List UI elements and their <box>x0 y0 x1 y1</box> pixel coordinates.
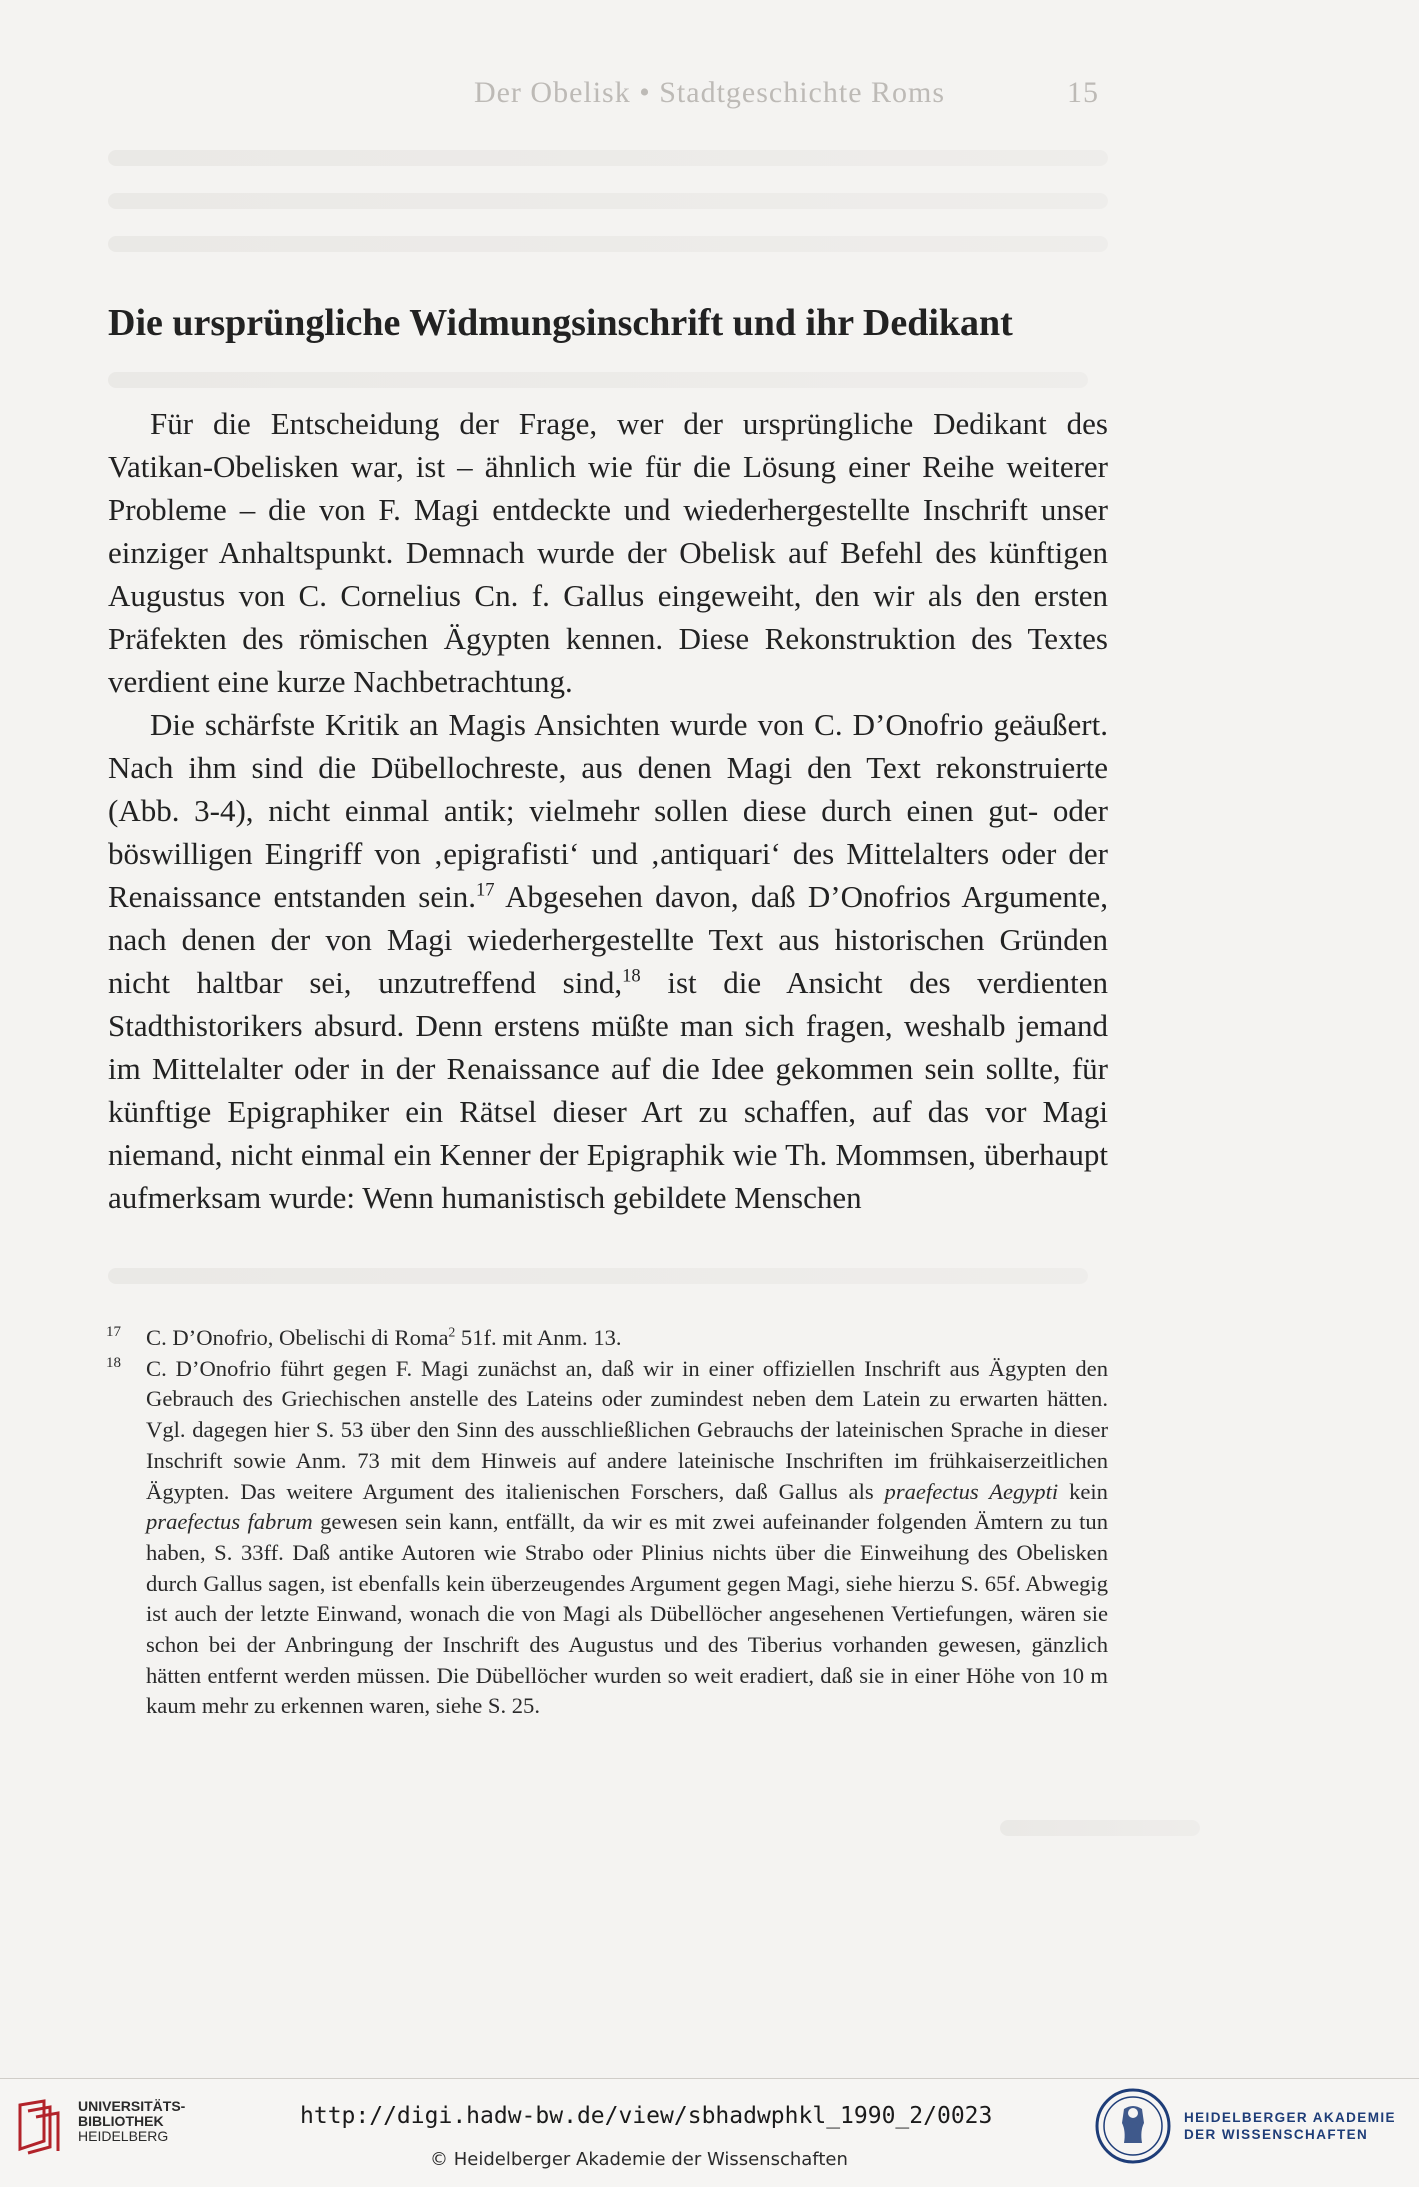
footnote-text: 51f. mit Anm. 13. <box>455 1325 622 1350</box>
academy-seal-icon[interactable] <box>1094 2087 1172 2165</box>
footnote-text: C. D’Onofrio, Obelischi di Roma <box>146 1325 449 1350</box>
university-library-logo-icon[interactable] <box>14 2097 64 2157</box>
footnote-text: gewesen sein kann, entfällt, da wir es mit zwei aufeinander folgenden Ämtern zu tun haben, S. 33ff. Daß antike Autoren wie Strabo oder Plinius nichts über die Einweihung des Obelisken durch Gallus sagen, ist ebenfalls kein überzeugendes Argument gegen Magi, siehe hierzu S. 65f. Abwegig ist auch der letzte Einwand, wonach die von Magi als Dübellöcher angesehenen Vertiefungen, wären sie schon bei der Anbringung der Inschrift des Augustus und des Tiberius vorhanden gewesen, gänzlich hätten entfernt werden müssen. Die Dübellöcher wurden so weit eradiert, daß sie in einer Höhe von 10 m kaum mehr zu erkennen waren, siehe S. 25. <box>146 1509 1109 1719</box>
footnote-italic: praefectus fabrum <box>146 1509 313 1535</box>
footnote <box>108 1323 1108 1354</box>
running-title-ghost: Der Obelisk • Stadtgeschichte Roms <box>473 76 946 109</box>
bleed-through-line <box>1000 1820 1200 1836</box>
paragraph <box>108 703 1108 1219</box>
copyright-notice: © Heidelberger Akademie der Wissenschaften <box>430 2149 848 2170</box>
library-line: UNIVERSITÄTS- <box>78 2098 186 2114</box>
academy-line: DER WISSENSCHAFTEN <box>1184 2127 1369 2142</box>
footnote-number: 17 <box>106 1324 121 1340</box>
paragraph-text: Für die Entscheidung der Frage, wer der ursprüngliche Dedikant des Vatikan-Obelisken war, ist – ähnlich wie für die Lösung einer Reihe weiterer Probleme – die von F. Magi entdeckte und wiederhergestellte Inschrift unser einziger Anhaltspunkt. Demnach wurde der Obelisk auf Befehl des künftigen Augustus von C. Cornelius Cn. f. Gallus eingeweiht, den wir als den ersten Präfekten des römischen Ägypten kennen. Diese Rekonstruktion des Textes verdient eine kurze Nachbetrachtung. <box>108 406 1108 699</box>
bleed-through-line <box>108 193 1108 209</box>
academy-name <box>1184 2109 1396 2143</box>
footer-bar <box>0 2078 1419 2187</box>
bleed-through-line <box>108 1268 1088 1284</box>
library-line: BIBLIOTHEK <box>78 2113 164 2129</box>
footnote-text: C. D’Onofrio führt gegen F. Magi zunächst an, daß wir in einer offiziellen Inschrift aus Ägypten den Gebrauch des Griechischen anstelle des Lateins oder zumindest neben dem Latein zu erwarten hätten. Vgl. dagegen hier S. 53 über den Sinn des ausschließlichen Gebrauchs der lateinischen Sprache in dieser Inschrift sowie Anm. 73 mit dem Hinweis auf andere lateinische Inschriften im frühkaiserzeitlichen Ägypten. Das weitere Argument des italienischen Forschers, daß Gallus als <box>146 1355 1108 1504</box>
footnote-ref[interactable]: 18 <box>622 965 641 987</box>
section-heading: Die ursprüngliche Widmungsinschrift und ihr Dedikant <box>108 302 1013 345</box>
paragraph <box>108 402 1108 703</box>
bleed-through-line <box>108 236 1108 252</box>
footnote-superscript: 2 <box>448 1324 456 1340</box>
footnote-italic: praefectus Aegypti <box>884 1478 1059 1504</box>
paragraph-text: Die schärfste Kritik an Magis Ansichten wurde von C. D’Onofrio geäußert. Nach ihm sind die Dübellochreste, aus denen Magi den Text rekonstruierte (Abb. 3-4), nicht einmal antik; vielmehr sollen diese durch einen gut- oder böswilligen Eingriff von ‚epigrafisti‘ und ‚antiquari‘ des Mittelalters oder der Renaissance entstanden sein. <box>108 707 1108 914</box>
body-text <box>108 402 1108 1219</box>
paragraph-text: ist die Ansicht des verdienten Stadthistorikers absurd. Denn erstens müßte man sich fragen, weshalb jemand im Mittelalter oder in der Renaissance auf die Idee gekommen sein sollte, für künftige Epigraphiker ein Rätsel dieser Art zu schaffen, auf das vor Magi niemand, nicht einmal ein Kenner der Epigraphik wie Th. Mommsen, überhaupt aufmerksam wurde: Wenn humanistisch gebildete Menschen <box>108 965 1108 1215</box>
academy-line: HEIDELBERGER AKADEMIE <box>1184 2110 1396 2125</box>
library-name <box>78 2099 185 2144</box>
running-header-ghost <box>0 76 1419 110</box>
page-number-ghost: 15 <box>1067 76 1099 109</box>
bleed-through-line <box>108 372 1088 388</box>
footnote-number: 18 <box>106 1354 121 1371</box>
permalink-url[interactable]: http://digi.hadw-bw.de/view/sbhadwphkl_1990_2/0023 <box>300 2103 993 2129</box>
footnote <box>108 1354 1108 1722</box>
library-line: HEIDELBERG <box>78 2128 169 2144</box>
footnotes <box>108 1323 1108 1722</box>
footnote-ref[interactable]: 17 <box>475 879 495 901</box>
footnote-text: kein <box>1058 1478 1108 1504</box>
paragraph-text: Abgesehen davon, daß D’Onofrios Argumente, nach denen der von Magi wiederhergestellte Text aus historischen Gründen nicht haltbar sei, unzutreffend sind, <box>108 879 1108 1000</box>
bleed-through-line <box>108 150 1108 166</box>
